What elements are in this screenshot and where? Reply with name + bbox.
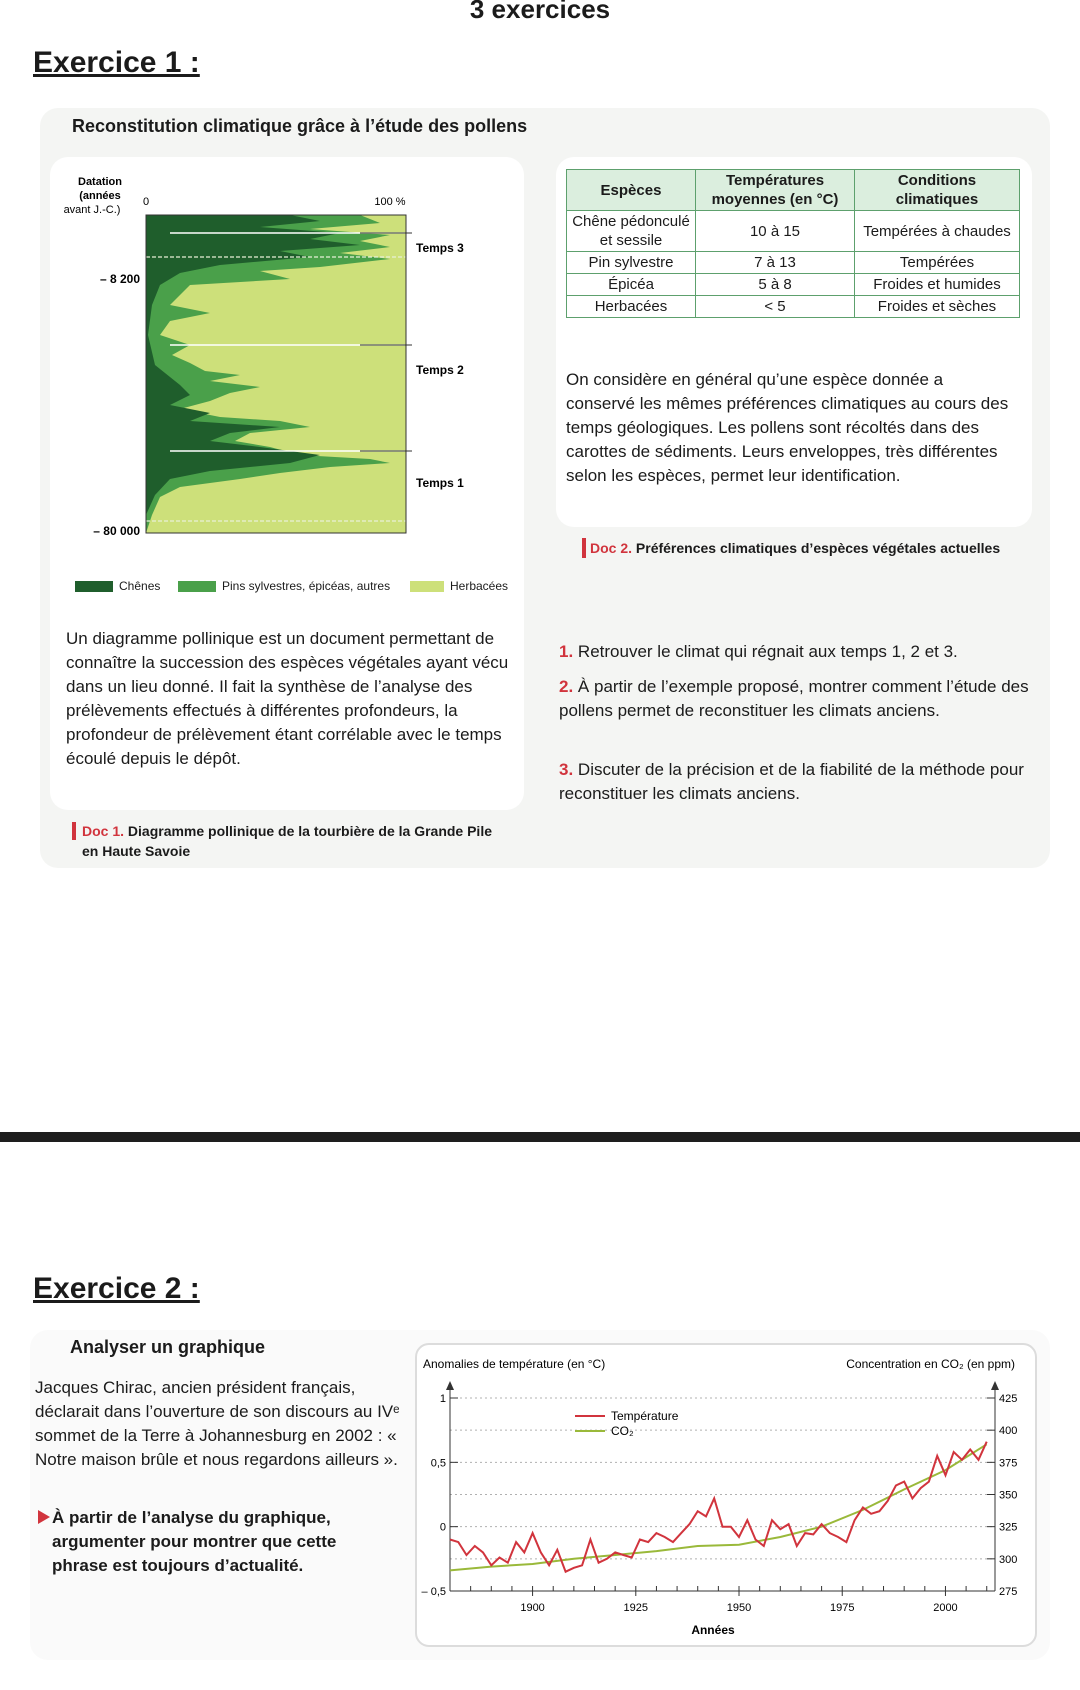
table-header-row bbox=[567, 170, 1020, 211]
exercise-1-title: Exercice 1 : bbox=[33, 46, 200, 79]
y-tick-label: – 0,5 bbox=[421, 1586, 446, 1598]
table-cell: Chêne pédonculé et sessile bbox=[567, 211, 696, 252]
question-1-number: 1. bbox=[559, 642, 574, 661]
table-header: Températures moyennes (en °C) bbox=[696, 170, 855, 211]
pollen-diagram bbox=[60, 175, 520, 605]
x-tick-label: 1925 bbox=[623, 1602, 649, 1614]
doc1-caption-num: Doc 1. bbox=[82, 823, 125, 839]
temps2-label: Temps 2 bbox=[416, 363, 464, 377]
y-tick-label: 1 bbox=[439, 1393, 446, 1405]
table-cell: Épicéa bbox=[567, 274, 696, 296]
pines-swatch bbox=[178, 581, 216, 592]
page-title: 3 exercices bbox=[469, 0, 611, 24]
x-tick-label: 1900 bbox=[520, 1602, 545, 1614]
temps1-label: Temps 1 bbox=[416, 476, 464, 490]
legend-herbaceous bbox=[410, 579, 508, 593]
question-1 bbox=[559, 640, 1039, 664]
doc1-caption-bar bbox=[72, 822, 76, 840]
legend-herbaceous-label: Herbacées bbox=[450, 579, 509, 593]
doc1-caption bbox=[82, 823, 492, 839]
doc1-caption-text: Diagramme pollinique de la tourbière de la Grande Pile bbox=[127, 823, 493, 839]
y2-tick-label: 350 bbox=[999, 1489, 1018, 1502]
x-tick-label: 2000 bbox=[933, 1602, 958, 1614]
question-2-text: À partir de l’exemple proposé, montrer comment l’étude des pollens permet de reconstituer les climats anciens. bbox=[559, 677, 1029, 720]
doc1-text: Un diagramme pollinique est un document permettant de connaître la succession des espèces végétales ayant vécu dans un lieu donné. Il fait la synthèse de l’analyse des prélèvements effectués à différentes profondeurs, la profondeur de prélèvement étant corrélable avec le temps écoulé depuis le dépôt. bbox=[66, 629, 509, 768]
climate-preferences-table bbox=[566, 169, 1020, 318]
y-tick-label: 0 bbox=[439, 1521, 446, 1534]
exercise-2-task: À partir de l’analyse du graphique, argumenter pour montrer que cette phrase est toujours d’actualité. bbox=[52, 1508, 337, 1575]
y2-tick-label: 425 bbox=[999, 1393, 1018, 1405]
doc2-caption bbox=[590, 540, 1000, 556]
exercise-1-subtitle: Reconstitution climatique grâce à l’étude des pollens bbox=[72, 116, 528, 136]
y2-tick-label: 300 bbox=[999, 1553, 1018, 1566]
y-tick-label: 0,5 bbox=[430, 1457, 446, 1470]
table-row bbox=[567, 211, 1020, 252]
y2-tick-label: 275 bbox=[999, 1586, 1018, 1598]
legend-pines-label: Pins sylvestres, épicéas, autres bbox=[222, 579, 391, 593]
y2-tick-label: 400 bbox=[999, 1425, 1018, 1438]
table-cell: 5 à 8 bbox=[696, 274, 855, 296]
datation-label-line2: (années bbox=[79, 190, 121, 202]
legend-pines bbox=[178, 579, 390, 593]
x-tick-label: 1975 bbox=[829, 1602, 855, 1614]
table-cell: 7 à 13 bbox=[696, 252, 855, 274]
table-row bbox=[567, 252, 1020, 274]
triangle-right-icon bbox=[36, 1509, 52, 1525]
question-3-number: 3. bbox=[559, 760, 574, 779]
legend-oaks-label: Chênes bbox=[119, 579, 161, 593]
question-1-text: Retrouver le climat qui régnait aux temps 1, 2 et 3. bbox=[577, 642, 958, 661]
axis-zero: 0 bbox=[142, 196, 150, 208]
tick-8200: – 8 200 bbox=[99, 272, 140, 286]
table-cell: Tempérées à chaudes bbox=[855, 211, 1020, 252]
x-axis-label: Années bbox=[691, 1623, 735, 1637]
temperature-series-line bbox=[450, 1442, 987, 1572]
doc1-caption-line2: en Haute Savoie bbox=[82, 843, 191, 859]
table-cell: Froides et sèches bbox=[855, 296, 1020, 318]
question-2-number: 2. bbox=[559, 677, 574, 696]
doc2-caption-text: Préférences climatiques d’espèces végétales actuelles bbox=[635, 540, 1001, 556]
doc2-caption-num: Doc 2. bbox=[590, 540, 633, 556]
exercise-2-quote: Jacques Chirac, ancien président français, déclarait dans l’ouverture de son discours au IVᵉ sommet de la Terre à Johannesburg en 2002 : « Notre maison brûle et nous regardons ailleurs ». bbox=[35, 1378, 400, 1469]
legend-temperature: Température bbox=[611, 1409, 679, 1423]
temps3-label: Temps 3 bbox=[416, 241, 464, 255]
section-separator bbox=[0, 1132, 1080, 1142]
question-3 bbox=[559, 758, 1039, 806]
y-axis-label: Anomalies de température (en °C) bbox=[423, 1357, 606, 1371]
axis-100: 100 % bbox=[374, 196, 406, 208]
exercise-2-title: Exercice 2 : bbox=[33, 1272, 200, 1305]
oaks-swatch bbox=[75, 581, 113, 592]
datation-label-line1: Datation bbox=[78, 176, 122, 188]
x-tick-label: 1950 bbox=[726, 1602, 752, 1614]
co2-series-line bbox=[450, 1444, 987, 1570]
question-2 bbox=[559, 675, 1039, 723]
table-header: Conditions climatiques bbox=[855, 170, 1020, 211]
question-3-text: Discuter de la précision et de la fiabilité de la méthode pour reconstituer les climats anciens. bbox=[559, 760, 1024, 803]
table-cell: Pin sylvestre bbox=[567, 252, 696, 274]
y2-tick-label: 375 bbox=[999, 1457, 1018, 1470]
y2-axis-label: Concentration en CO₂ (en ppm) bbox=[846, 1357, 1015, 1371]
datation-label-line3: avant J.-C.) bbox=[63, 204, 121, 216]
exercise-2-subtitle: Analyser un graphique bbox=[70, 1337, 266, 1357]
table-header: Espèces bbox=[567, 170, 696, 211]
table-row bbox=[567, 296, 1020, 318]
table-cell: Tempérées bbox=[855, 252, 1020, 274]
temperature-co2-chart bbox=[415, 1343, 1035, 1645]
table-cell: < 5 bbox=[696, 296, 855, 318]
herbaceous-swatch bbox=[410, 581, 444, 592]
table-cell: Froides et humides bbox=[855, 274, 1020, 296]
legend-oaks bbox=[75, 579, 160, 593]
doc2-caption-bar bbox=[582, 538, 586, 558]
table-cell: Herbacées bbox=[567, 296, 696, 318]
y2-tick-label: 325 bbox=[999, 1521, 1018, 1534]
legend-co2: CO₂ bbox=[611, 1424, 634, 1438]
table-cell: 10 à 15 bbox=[696, 211, 855, 252]
tick-80000: – 80 000 bbox=[93, 524, 140, 538]
table-row bbox=[567, 274, 1020, 296]
doc2-text: On considère en général qu’une espèce donnée a conservé les mêmes préférences climatiques au cours des temps géologiques. Les pollens sont récoltés dans des carottes de sédiments. Leurs enveloppes, très différentes selon les espèces, permet leur identification. bbox=[566, 370, 1009, 485]
